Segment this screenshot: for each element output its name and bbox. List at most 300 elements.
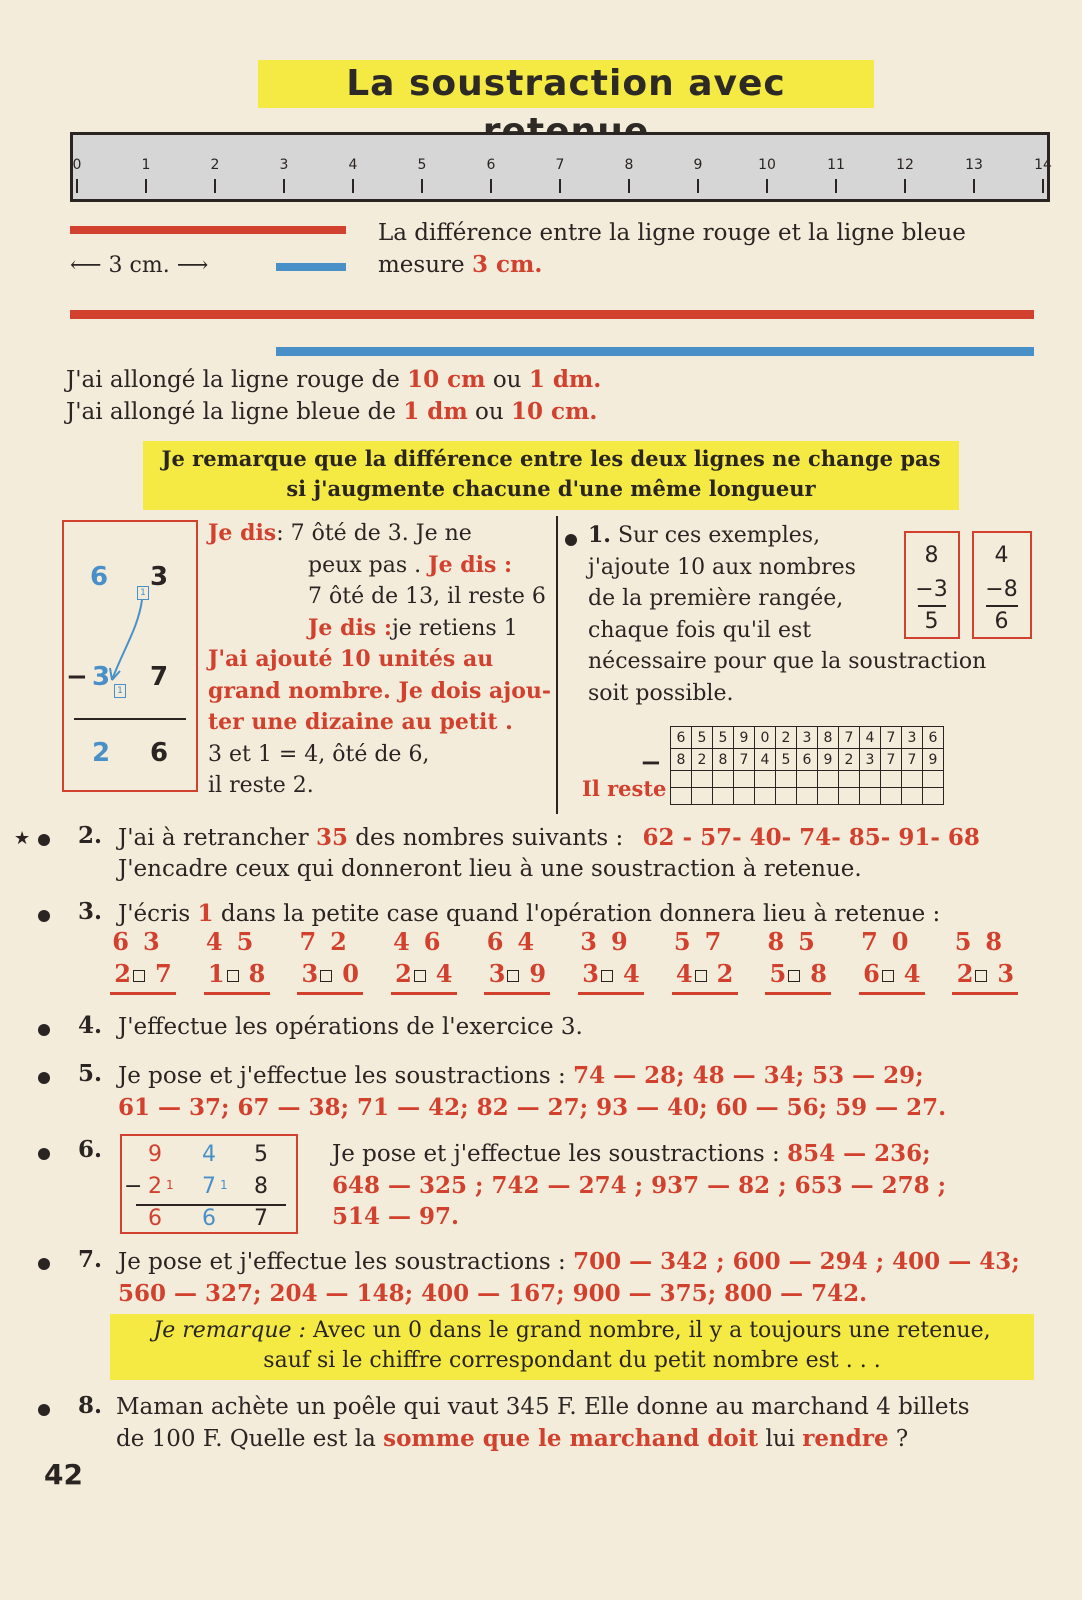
ex6-carry-tens: 1 xyxy=(220,1178,228,1192)
subtraction-pair xyxy=(391,926,457,995)
ex6-number: 6. xyxy=(78,1136,103,1163)
pair-bottom-units: 8 xyxy=(810,959,827,988)
lengthen-red xyxy=(66,364,766,396)
grid-answer-cell[interactable] xyxy=(839,771,860,788)
red-line-long xyxy=(70,310,1034,319)
grid-cell: 8 xyxy=(671,749,692,771)
grid-cell: 6 xyxy=(671,727,692,749)
ex1-box-b-bottom-row xyxy=(974,577,1029,602)
pair-top: 63 xyxy=(112,927,174,956)
explain-text-1: : 7 ôté de 3. Je ne xyxy=(276,521,472,546)
ex1-box-b-minus: − xyxy=(985,577,1004,602)
pair-bottom xyxy=(578,958,644,990)
pair-top: 72 xyxy=(299,927,361,956)
pair-rule xyxy=(204,992,270,995)
ex1-box-a-result: 5 xyxy=(924,609,939,634)
ruler-tick xyxy=(283,179,285,193)
pair-rule xyxy=(672,992,738,995)
carry-box[interactable] xyxy=(788,970,800,982)
ruler-tick xyxy=(835,179,837,193)
ruler-tick-label: 7 xyxy=(555,157,565,173)
ruler-tick xyxy=(352,179,354,193)
ruler-tick xyxy=(214,179,216,193)
grid-answer-cell[interactable] xyxy=(923,788,944,805)
grid-answer-cell[interactable] xyxy=(755,771,776,788)
pair-rule xyxy=(765,992,831,995)
grid-row-bottom xyxy=(671,749,944,771)
grid-answer-cell[interactable] xyxy=(881,788,902,805)
bullet-icon xyxy=(38,1148,50,1160)
ex6-ops-1: 854 — 236; xyxy=(787,1140,931,1167)
explanation xyxy=(208,518,552,802)
grid-answer-cell[interactable] xyxy=(797,788,818,805)
ex1-box-b-bottom: 8 xyxy=(1003,577,1018,602)
ex5-text xyxy=(118,1060,1038,1123)
carry-box[interactable] xyxy=(414,970,426,982)
ruler-tick xyxy=(973,179,975,193)
grid-cell: 9 xyxy=(923,749,944,771)
ex1-box-b xyxy=(972,531,1032,639)
ruler-tick-label: 13 xyxy=(965,157,983,173)
ex6-box xyxy=(120,1134,298,1234)
explain-line-1 xyxy=(208,518,552,550)
ruler-tick-label: 1 xyxy=(141,157,151,173)
subtraction-pair xyxy=(859,926,925,995)
pair-bottom-tens: 3 xyxy=(582,959,599,988)
ruler-tick-label: 12 xyxy=(896,157,914,173)
ex2-line-1 xyxy=(118,822,1038,854)
grid-cell: 8 xyxy=(713,749,734,771)
page-number: 42 xyxy=(44,1458,83,1491)
ruler-tick-label: 8 xyxy=(624,157,634,173)
grid-answer-cell[interactable] xyxy=(713,788,734,805)
ex8-text-b: lui xyxy=(765,1426,795,1452)
ex1-grid xyxy=(670,726,944,805)
red-line-short xyxy=(70,226,346,234)
lengthen-block xyxy=(66,364,766,428)
ex2-value: 35 xyxy=(315,824,348,851)
subtraction-pair xyxy=(110,926,176,995)
carry-box[interactable] xyxy=(320,970,332,982)
pair-bottom xyxy=(204,958,270,990)
il-reste-label: Il reste xyxy=(582,776,667,801)
grid-answer-cell[interactable] xyxy=(755,788,776,805)
subtraction-pair xyxy=(952,926,1018,995)
pair-bottom xyxy=(672,958,738,990)
grid-answer-cell[interactable] xyxy=(902,788,923,805)
example-top-units: 3 xyxy=(150,562,169,592)
ex1-line-3: de la première rangée, xyxy=(588,586,844,611)
pair-rule xyxy=(952,992,1018,995)
ex6-result-hundreds: 6 xyxy=(148,1206,162,1231)
explain-text-2: peux pas . xyxy=(308,552,422,578)
grid-cell: 6 xyxy=(923,727,944,749)
ruler-tick-label: 14 xyxy=(1034,157,1052,173)
ruler-tick xyxy=(766,179,768,193)
remark2-label: Je remarque : xyxy=(153,1318,306,1343)
blue-line-short xyxy=(276,263,346,271)
grid-answer-cell[interactable] xyxy=(881,771,902,788)
pair-bottom-tens: 2 xyxy=(114,959,131,988)
ex8-number: 8. xyxy=(78,1392,103,1419)
carry-box[interactable] xyxy=(975,970,987,982)
pair-bottom-units: 4 xyxy=(623,959,640,988)
grid-cell: 4 xyxy=(860,727,881,749)
ex6-ops-3: 514 — 97. xyxy=(332,1203,460,1230)
lengthen-blue-v2: 10 cm. xyxy=(511,398,598,425)
grid-answer-cell[interactable] xyxy=(776,788,797,805)
ex1-line-4: chaque fois qu'il est xyxy=(588,617,812,643)
ex6-result-tens: 6 xyxy=(202,1206,216,1231)
ruler-tick-label: 0 xyxy=(72,157,82,173)
remark2-text-1: Avec un 0 dans le grand nombre, il y a toujours une retenue, xyxy=(312,1318,991,1343)
ex6-bottom-hundreds: 2 xyxy=(148,1174,162,1199)
explain-line-6: grand nombre. Je dois ajou- xyxy=(208,677,552,704)
ruler-tick-label: 3 xyxy=(279,157,289,173)
ex8-red-2: rendre xyxy=(802,1425,889,1452)
bullet-icon xyxy=(38,834,50,846)
explain-line-8: 3 et 1 = 4, ôté de 6, xyxy=(208,741,430,767)
ruler-tick xyxy=(421,179,423,193)
ex3-number: 3. xyxy=(78,898,103,925)
ex1-text xyxy=(588,520,1028,709)
grid-answer-cell[interactable] xyxy=(860,788,881,805)
ex5-ops-1: 74 — 28; 48 — 34; 53 — 29; xyxy=(573,1062,924,1089)
pair-top: 85 xyxy=(767,927,829,956)
remark-box xyxy=(143,441,959,510)
pair-top: 58 xyxy=(954,927,1017,956)
grid-cell: 7 xyxy=(734,749,755,771)
ex1-box-a-bottom-row xyxy=(906,577,957,602)
ex1-number: 1. xyxy=(588,522,611,548)
lengthen-blue-v1: 1 dm xyxy=(403,398,468,425)
explain-je-dis-3: Je dis : xyxy=(308,614,392,641)
pair-bottom-tens: 3 xyxy=(301,959,319,988)
grid-answer-cell[interactable] xyxy=(776,771,797,788)
pair-rule xyxy=(391,992,457,995)
carry-box[interactable] xyxy=(133,970,145,982)
carry-box[interactable] xyxy=(601,970,613,982)
example-carry-bottom: 1 xyxy=(114,684,126,698)
example-result-tens: 2 xyxy=(92,738,111,768)
pair-rule xyxy=(484,992,550,995)
grid-cell: 3 xyxy=(797,727,818,749)
grid-cell: 2 xyxy=(776,727,797,749)
lengthen-blue-or: ou xyxy=(475,399,504,425)
pair-bottom-units: 3 xyxy=(997,959,1015,988)
bullet-icon xyxy=(38,910,50,922)
ex7-intro: Je pose et j'effectue les soustractions : xyxy=(118,1249,566,1275)
grid-answer-cell[interactable] xyxy=(671,788,692,805)
explain-je-dis-1: Je dis xyxy=(208,520,277,546)
lengthen-red-v1: 10 cm xyxy=(407,366,486,393)
ex5-intro: Je pose et j'effectue les soustractions : xyxy=(118,1063,566,1089)
ex2-text xyxy=(118,822,1038,885)
lengthen-red-v2: 1 dm. xyxy=(528,366,602,393)
grid-cell: 8 xyxy=(818,727,839,749)
ex6-ops-2: 648 — 325 ; 742 — 274 ; 937 — 82 ; 653 — 278 ; xyxy=(332,1172,947,1199)
pair-rule xyxy=(578,992,644,995)
ex3-value: 1 xyxy=(197,900,214,927)
explain-line-9: il reste 2. xyxy=(208,773,314,798)
grid-cell: 0 xyxy=(755,727,776,749)
ex6-intro: Je pose et j'effectue les soustractions : xyxy=(332,1141,780,1167)
ex8-text-c: ? xyxy=(895,1426,909,1452)
example-bottom-tens: 3 xyxy=(92,662,111,692)
lengthen-red-or: ou xyxy=(492,367,522,393)
subtraction-pair xyxy=(297,926,363,995)
ex6-top-units: 5 xyxy=(254,1142,268,1167)
explain-line-3: 7 ôté de 13, il reste 6 xyxy=(308,584,546,609)
arrow-right-icon: ⟶ xyxy=(176,253,209,278)
ruler-tick xyxy=(490,179,492,193)
grid-minus: − xyxy=(640,748,662,778)
ex2-text-b: des nombres suivants : xyxy=(355,825,624,851)
ruler-tick xyxy=(628,179,630,193)
star-icon: ★ xyxy=(14,828,31,849)
bullet-icon xyxy=(38,1072,50,1084)
ex6-bottom-units: 8 xyxy=(254,1174,268,1199)
intro-line-2 xyxy=(378,249,1038,281)
pair-bottom-tens: 2 xyxy=(395,959,412,988)
difference-label: 3 cm. xyxy=(108,253,170,278)
grid-cell: 6 xyxy=(797,749,818,771)
remark-line-2: si j'augmente chacune d'une même longueur xyxy=(286,476,816,501)
grid-answer-cell[interactable] xyxy=(692,771,713,788)
grid-row-result-2 xyxy=(671,788,944,805)
grid-cell: 2 xyxy=(692,749,713,771)
lengthen-blue xyxy=(66,396,766,428)
carry-box[interactable] xyxy=(507,970,519,982)
grid-cell: 7 xyxy=(881,749,902,771)
intro-text: mesure xyxy=(378,252,465,278)
ex3-text-b: dans la petite case quand l'opération donnera lieu à retenue : xyxy=(220,901,941,927)
ruler-tick-label: 6 xyxy=(486,157,496,173)
ruler-tick-label: 4 xyxy=(348,157,358,173)
ex3-text-a: J'écris xyxy=(118,901,191,927)
ruler-tick xyxy=(559,179,561,193)
pair-bottom xyxy=(391,958,457,990)
ex1-box-a-bottom: 3 xyxy=(933,577,948,602)
subtraction-pair xyxy=(578,926,644,995)
lengthen-red-prefix: J'ai allongé la ligne rouge de xyxy=(66,367,400,393)
pair-top: 46 xyxy=(393,927,455,956)
ex6-minus: − xyxy=(124,1174,143,1199)
pair-bottom xyxy=(952,958,1018,990)
ex1-box-a-minus: − xyxy=(915,577,934,602)
ex4-text: J'effectue les opérations de l'exercice 3. xyxy=(118,1014,583,1040)
ex1-box-a xyxy=(904,531,960,639)
example-minus: − xyxy=(66,662,88,692)
grid-answer-cell[interactable] xyxy=(902,771,923,788)
bullet-icon xyxy=(38,1024,50,1036)
grid-cell: 9 xyxy=(734,727,755,749)
ruler-tick-label: 2 xyxy=(210,157,220,173)
bullet-icon xyxy=(38,1258,50,1270)
grid-cell: 5 xyxy=(692,727,713,749)
ruler-tick-label: 5 xyxy=(417,157,427,173)
ruler-tick-label: 10 xyxy=(758,157,776,173)
subtraction-pair xyxy=(484,926,550,995)
pair-top: 57 xyxy=(673,927,736,956)
intro-line-1: La différence entre la ligne rouge et la ligne bleue xyxy=(378,220,966,246)
grid-row-top xyxy=(671,727,944,749)
grid-cell: 9 xyxy=(818,749,839,771)
pair-bottom-tens: 2 xyxy=(956,959,974,988)
ex1-box-b-result: 6 xyxy=(994,609,1009,634)
pair-bottom xyxy=(484,958,550,990)
example-result-units: 6 xyxy=(150,738,169,768)
ruler-tick-label: 11 xyxy=(827,157,845,173)
column-divider xyxy=(556,516,558,814)
pair-bottom-units: 7 xyxy=(155,959,172,988)
ex6-top-tens: 4 xyxy=(202,1142,216,1167)
ruler-tick-label: 9 xyxy=(693,157,703,173)
grid-row-result xyxy=(671,771,944,788)
explain-line-2 xyxy=(208,550,552,582)
pair-bottom-units: 9 xyxy=(529,959,547,988)
ex6-carry-hundreds: 1 xyxy=(166,1178,174,1192)
ex2-number: 2. xyxy=(78,822,103,849)
ex7-line-1 xyxy=(118,1246,1038,1278)
ex1-line-2: j'ajoute 10 aux nombres xyxy=(588,554,856,580)
grid-answer-cell[interactable] xyxy=(818,771,839,788)
remark2-line-2: sauf si le chiffre correspondant du petit nombre est . . . xyxy=(263,1348,881,1373)
ex2-line-2: J'encadre ceux qui donneront lieu à une soustraction à retenue. xyxy=(118,856,862,882)
pair-rule xyxy=(297,992,363,995)
ruler xyxy=(70,132,1050,202)
ex6-text xyxy=(332,1138,1038,1232)
ruler-tick xyxy=(145,179,147,193)
ex8-text xyxy=(116,1392,1040,1455)
ex2-text-a: J'ai à retrancher xyxy=(118,825,309,851)
pair-top: 45 xyxy=(205,927,268,956)
ex7-ops-1: 700 — 342 ; 600 — 294 ; 400 — 43; xyxy=(573,1248,1020,1275)
grid-answer-cell[interactable] xyxy=(671,771,692,788)
subtraction-pair xyxy=(672,926,738,995)
grid-answer-cell[interactable] xyxy=(692,788,713,805)
pair-bottom-tens: 3 xyxy=(488,959,506,988)
ex7-text xyxy=(118,1246,1038,1309)
ex1-line-1 xyxy=(588,520,1028,552)
pair-bottom-tens: 5 xyxy=(769,959,787,988)
grid-answer-cell[interactable] xyxy=(860,771,881,788)
ex5-line-1 xyxy=(118,1060,1038,1092)
ex1-box-b-top: 4 xyxy=(994,543,1009,568)
ex6-line-1 xyxy=(332,1138,1038,1170)
ruler-tick xyxy=(697,179,699,193)
pair-bottom-tens: 4 xyxy=(675,959,693,988)
grid-answer-cell[interactable] xyxy=(797,771,818,788)
pair-bottom xyxy=(859,958,925,990)
ruler-tick xyxy=(76,179,78,193)
example-carry-top: 1 xyxy=(137,586,149,600)
ex7-ops-2: 560 — 327; 204 — 148; 400 — 167; 900 — 375; 800 — 742. xyxy=(118,1280,868,1307)
bullet-icon xyxy=(38,1404,50,1416)
ex2-numbers: 62 - 57- 40- 74- 85- 91- 68 xyxy=(642,824,980,851)
pair-bottom-units: 4 xyxy=(903,959,921,988)
ex1-line-5: nécessaire pour que la soustraction xyxy=(588,649,987,674)
ex6-top-hundreds: 9 xyxy=(148,1142,162,1167)
ruler-tick xyxy=(1042,179,1044,193)
ex1-line-6: soit possible. xyxy=(588,680,734,706)
remark2-line-1 xyxy=(110,1316,1034,1346)
bullet-icon xyxy=(565,534,577,546)
pair-top: 64 xyxy=(486,927,549,956)
pair-bottom-units: 0 xyxy=(342,959,359,988)
remark-box-2 xyxy=(110,1314,1034,1380)
ex6-bottom-tens: 7 xyxy=(202,1174,216,1199)
grid-cell: 5 xyxy=(713,727,734,749)
ex8-line-2 xyxy=(116,1423,1040,1455)
grid-answer-cell[interactable] xyxy=(818,788,839,805)
example-rule xyxy=(74,718,186,720)
grid-cell: 3 xyxy=(902,727,923,749)
pair-rule xyxy=(110,992,176,995)
carry-box[interactable] xyxy=(882,970,894,982)
ex8-line-1: Maman achète un poêle qui vaut 345 F. Elle donne au marchand 4 billets xyxy=(116,1394,970,1420)
carry-box[interactable] xyxy=(695,970,707,982)
page-title: La soustraction avec xyxy=(258,60,874,108)
pair-bottom xyxy=(110,958,176,990)
ex1-text-1: Sur ces exemples, xyxy=(617,523,821,548)
subtraction-pair xyxy=(765,926,831,995)
grid-answer-cell[interactable] xyxy=(734,771,755,788)
ex7-number: 7. xyxy=(78,1246,103,1273)
grid-cell: 2 xyxy=(839,749,860,771)
ex4-number: 4. xyxy=(78,1012,103,1039)
ex1-box-a-top: 8 xyxy=(924,543,939,568)
carry-box[interactable] xyxy=(227,970,239,982)
explain-line-7: ter une dizaine au petit . xyxy=(208,709,513,735)
pair-top: 39 xyxy=(580,927,642,956)
example-box xyxy=(62,520,198,792)
ex8-red-1: somme que le marchand doit xyxy=(383,1425,759,1452)
grid-answer-cell[interactable] xyxy=(839,788,860,805)
pair-bottom-units: 4 xyxy=(435,959,453,988)
explain-line-5: J'ai ajouté 10 unités au xyxy=(208,646,494,672)
example-top-tens: 6 xyxy=(90,562,109,592)
intro-value: 3 cm. xyxy=(471,251,543,278)
ex6-result-units: 7 xyxy=(254,1206,268,1231)
grid-cell: 5 xyxy=(776,749,797,771)
pair-bottom-tens: 1 xyxy=(207,959,225,988)
blue-line-long xyxy=(276,347,1034,356)
explain-line-4 xyxy=(208,613,552,645)
grid-cell: 7 xyxy=(881,727,902,749)
pair-bottom xyxy=(765,958,831,990)
intro-sentence xyxy=(378,218,1038,281)
pair-bottom xyxy=(297,958,363,990)
lengthen-blue-prefix: J'ai allongé la ligne bleue de xyxy=(66,399,396,425)
pair-bottom-units: 2 xyxy=(716,959,734,988)
grid-answer-cell[interactable] xyxy=(713,771,734,788)
pair-bottom-tens: 6 xyxy=(863,959,880,988)
ex1-box-b-rule xyxy=(986,605,1018,607)
grid-answer-cell[interactable] xyxy=(923,771,944,788)
grid-answer-cell[interactable] xyxy=(734,788,755,805)
grid-cell: 7 xyxy=(902,749,923,771)
example-bottom-units: 7 xyxy=(150,662,169,692)
explain-text-4: je retiens 1 xyxy=(391,615,518,641)
ruler-tick xyxy=(904,179,906,193)
ex5-ops-2: 61 — 37; 67 — 38; 71 — 42; 82 — 27; 93 — 40; 60 — 56; 59 — 27. xyxy=(118,1094,947,1121)
grid-cell: 4 xyxy=(755,749,776,771)
remark-line-1: Je remarque que la différence entre les deux lignes ne change pas xyxy=(161,446,941,471)
ex5-number: 5. xyxy=(78,1060,103,1087)
subtraction-pair xyxy=(204,926,270,995)
pair-bottom-units: 8 xyxy=(248,959,266,988)
